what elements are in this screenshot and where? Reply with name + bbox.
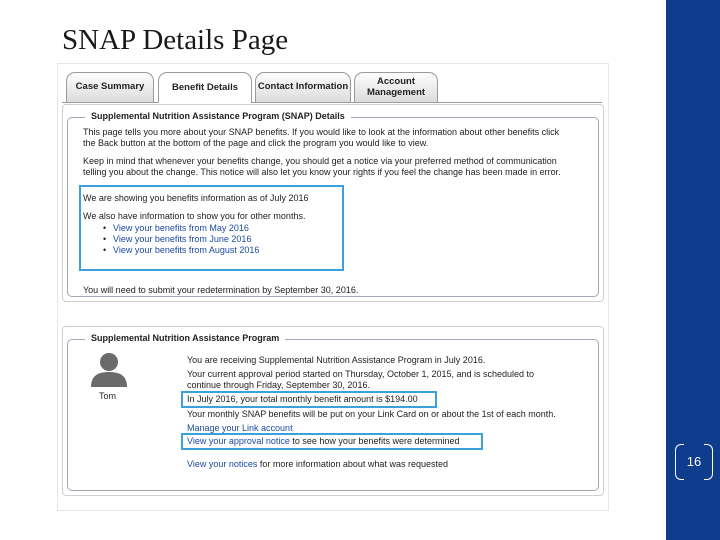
tab-underline	[62, 102, 602, 103]
receiving-text: You are receiving Supplemental Nutrition Assistance Program in July 2016.	[187, 355, 486, 365]
other-months-label: We also have information to show you for other months.	[83, 211, 306, 221]
notices-line	[187, 459, 448, 470]
month-link-august[interactable]: • View your benefits from August 2016	[103, 245, 259, 256]
person-avatar-icon	[89, 351, 129, 387]
approval-notice-rest: to see how your benefits were determined	[289, 436, 460, 446]
month-link-june[interactable]: • View your benefits from June 2016	[103, 234, 259, 245]
link-card-text: Your monthly SNAP benefits will be put on your Link Card on or about the 1st of each month.	[187, 409, 556, 419]
intro-line-2: the Back button at the bottom of the page and click the program you would like to view.	[83, 138, 429, 148]
snap-details-title: Supplemental Nutrition Assistance Program (SNAP) Details	[85, 111, 351, 121]
approval-line-1: Your current approval period started on Thursday, October 1, 2015, and is scheduled to	[187, 369, 535, 379]
screenshot	[57, 63, 609, 511]
monthly-amount-text: In July 2016, your total monthly benefit amount is $194.00	[187, 394, 418, 404]
tab-benefit-details[interactable]: Benefit Details	[158, 72, 252, 103]
snap-program-title: Supplemental Nutrition Assistance Program	[85, 333, 285, 343]
snap-details-panel	[62, 104, 604, 302]
tab-bar	[66, 72, 606, 102]
slide-number	[675, 444, 713, 478]
notice-line-2: telling you about the change. This notice will also let you know your rights if you feel the change has been made in error.	[83, 167, 561, 177]
showing-as-of: We are showing you benefits information as of July 2016	[83, 193, 309, 203]
tab-contact-information[interactable]: Contact Information	[255, 72, 351, 102]
slide-number-bracket-right	[704, 444, 713, 480]
slide-number-bracket-left	[675, 444, 684, 480]
approval-notice-line	[187, 436, 460, 447]
person-name: Tom	[99, 391, 117, 401]
redetermination-text: You will need to submit your redetermination by September 30, 2016.	[83, 285, 359, 295]
approval-line-2: continue through Friday, September 30, 2016.	[187, 380, 370, 390]
tab-case-summary[interactable]: Case Summary	[66, 72, 154, 102]
notice-line-1: Keep in mind that whenever your benefits change, you should get a notice via your preferred method of communication	[83, 156, 557, 166]
view-notices-rest: for more information about what was requested	[257, 459, 448, 469]
month-links-list	[103, 223, 259, 256]
tab-account-management[interactable]: Account Management	[354, 72, 438, 102]
slide-number-text: 16	[686, 453, 702, 469]
view-notices-link[interactable]: View your notices	[187, 459, 258, 469]
manage-link-account-link[interactable]: Manage your Link account	[187, 423, 293, 433]
snap-program-panel	[62, 326, 604, 496]
slide-title: SNAP Details Page	[62, 24, 289, 56]
approval-notice-link[interactable]: View your approval notice	[187, 436, 290, 446]
intro-line-1: This page tells you more about your SNAP benefits. If you would like to look at the information about other benefits click	[83, 127, 560, 137]
month-link-may[interactable]: • View your benefits from May 2016	[103, 223, 259, 234]
